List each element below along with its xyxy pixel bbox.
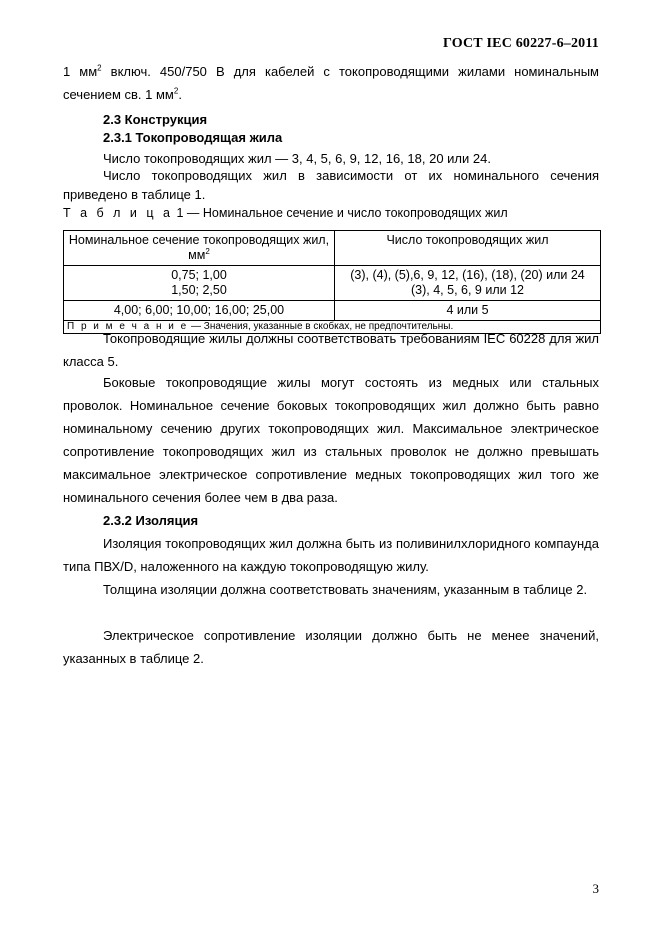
cores-table-ref-paragraph: Число токопроводящих жил в зависимости от их номинального сечения приведено в таблице 1.: [63, 168, 599, 202]
intro-sup-2: 2: [173, 86, 179, 96]
table-row: [64, 266, 601, 301]
insulation-paragraph: Изоляция токопроводящих жил должна быть из поливинилхлоридного компаунда типа ПВХ/D, наложенного на каждую токопроводящую жилу.: [63, 536, 599, 574]
table-note-text: — Значения, указанные в скобках, не предпочтительны.: [188, 321, 454, 332]
page-number: 3: [592, 881, 599, 896]
table-row: [64, 301, 601, 321]
section-2-3-2-title: 2.3.2 Изоляция: [103, 513, 199, 528]
intro-paragraph: [63, 60, 599, 106]
side-cores-paragraph: Боковые токопроводящие жилы могут состоять из медных или стальных проволок. Номинальное сечение боковых токопроводящих жил должно быть равно номинальному сечению других токопроводящих жил. Максимальное электрическое сопротивление токопроводящих жил из стальных проволок не должно превышать максимальное электрическое сопротивление медных токопроводящих жил того же номинального сечения более чем в два раза.: [63, 375, 599, 505]
intro-text-pre: 1 мм: [63, 64, 98, 79]
table-header-cell-section: [64, 231, 335, 266]
table-1-caption-prefix: Т а б л и ц а: [63, 206, 173, 220]
iec-60228-paragraph: Токопроводящие жилы должны соответствовать требованиям IEC 60228 для жил класса 5.: [63, 331, 599, 369]
table-header-cell-count: Число токопроводящих жил: [335, 231, 601, 266]
insulation-thickness-paragraph: Толщина изоляции должна соответствовать значениям, указанным в таблице 2.: [103, 582, 588, 597]
table-1-caption: [63, 206, 508, 220]
table-header-section-sup: 2: [205, 246, 210, 256]
table-1: [63, 230, 601, 334]
table-cell-line: 4 или 5: [446, 303, 489, 317]
table-cell-line: 0,75; 1,00: [171, 268, 227, 282]
table-cell-line: (3), (4), (5),6, 9, 12, (16), (18), (20) или 24: [350, 268, 585, 282]
table-cell-line: 4,00; 6,00; 10,00; 16,00; 25,00: [113, 303, 285, 317]
document-header: ГОСТ IEC 60227-6–2011: [442, 36, 599, 51]
table-cell-section: [64, 266, 335, 301]
intro-sup-1: 2: [97, 63, 102, 73]
table-1-caption-text: 1 — Номинальное сечение и число токопроводящих жил: [176, 206, 508, 220]
table-cell-count: [335, 266, 601, 301]
section-2-3-1-title: 2.3.1 Токопроводящая жила: [103, 130, 283, 145]
table-note-label: П р и м е ч а н и е: [67, 321, 189, 332]
table-header-row: [64, 231, 601, 266]
table-cell-count: [335, 301, 601, 321]
table-cell-line: 1,50; 2,50: [171, 283, 227, 297]
table-cell-section: [64, 301, 335, 321]
section-2-3-title: 2.3 Конструкция: [103, 112, 208, 127]
table-header-section-text: Номинальное сечение токопроводящих жил, мм: [68, 233, 330, 262]
table-cell-line: (3), 4, 5, 6, 9 или 12: [411, 283, 524, 297]
intro-text-mid: включ. 450/750 В для кабелей с токопроводящими жилами номинальным сечением св. 1 мм: [63, 64, 599, 102]
cores-count-paragraph: Число токопроводящих жил — 3, 4, 5, 6, 9, 12, 16, 18, 20 или 24.: [103, 151, 491, 166]
intro-text-end: .: [178, 87, 182, 102]
insulation-resistance-paragraph: Электрическое сопротивление изоляции должно быть не менее значений, указанных в таблице 2.: [63, 628, 599, 666]
